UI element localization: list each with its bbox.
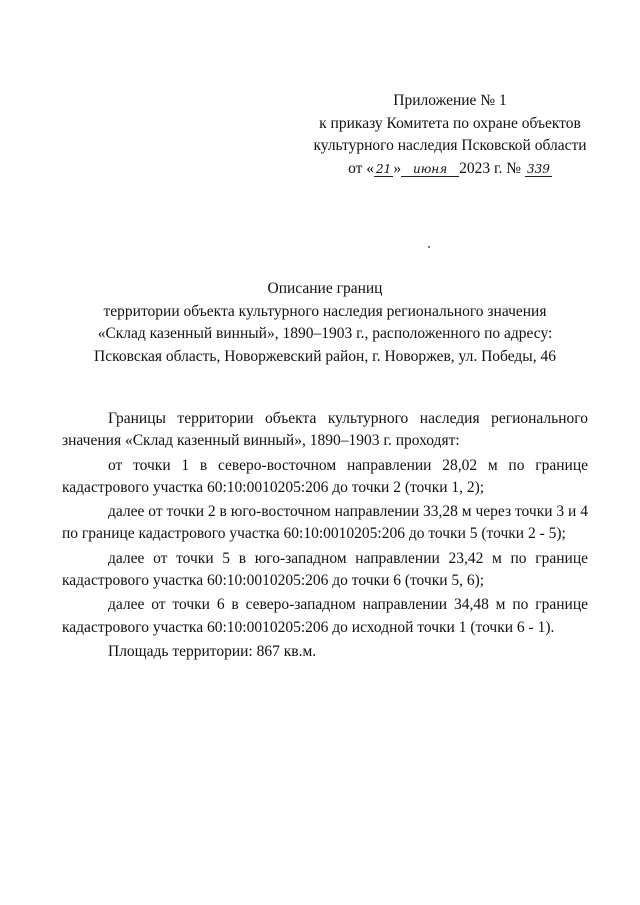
date-mid: »	[393, 159, 402, 177]
heading-line-1: Описание границ	[267, 280, 383, 297]
appendix-block	[300, 90, 600, 180]
appendix-date-line	[300, 158, 600, 181]
appendix-order-line: к приказу Комитета по охране объектов	[319, 114, 581, 132]
paragraph-segment-4: далее от точки 6 в северо-западном направлении 34,48 м по границе кадастрового участка 60:10:0010205:206 до исходной точки 1 (точки 6 - 1).	[62, 596, 588, 636]
scan-speck	[428, 246, 430, 248]
date-prefix: от «	[348, 159, 375, 177]
document-heading	[60, 278, 590, 368]
paragraph-intro: Границы территории объекта культурного наследия регионального значения «Склад казенный винный», 1890–1903 г. проходят:	[62, 410, 588, 450]
heading-line-4: Псковская область, Новоржевский район, г. Новоржев, ул. Победы, 46	[94, 347, 556, 365]
handwritten-day: 21	[376, 161, 392, 176]
appendix-committee-line: культурного наследия Псковской области	[313, 137, 587, 154]
paragraph-segment-3: далее от точки 5 в юго-западном направлении 23,42 м по границе кадастрового участка 60:10:0010205:206 до точки 6 (точки 5, 6);	[62, 549, 588, 590]
paragraph-area: Площадь территории: 867 кв.м.	[108, 642, 317, 660]
document-body	[62, 408, 588, 663]
appendix-title: Приложение № 1	[393, 92, 507, 109]
heading-line-3: «Склад казенный винный», 1890–1903 г., расположенного по адресу:	[97, 325, 553, 342]
handwritten-number: 339	[526, 161, 550, 176]
heading-line-2: территории объекта культурного наследия регионального значения	[103, 302, 547, 320]
year-text: 2023 г. №	[459, 159, 522, 177]
paragraph-segment-2: далее от точки 2 в юго-восточном направлении 33,28 м через точки 3 и 4 по границе кадастрового участка 60:10:0010205:206 до точки 5 (точки 2 - 5);	[62, 503, 588, 543]
handwritten-month: июня	[401, 162, 459, 177]
paragraph-segment-1: от точки 1 в северо-восточном направлении 28,02 м по границе кадастрового участка 60:10:0010205:206 до точки 2 (точки 1, 2);	[62, 456, 588, 496]
